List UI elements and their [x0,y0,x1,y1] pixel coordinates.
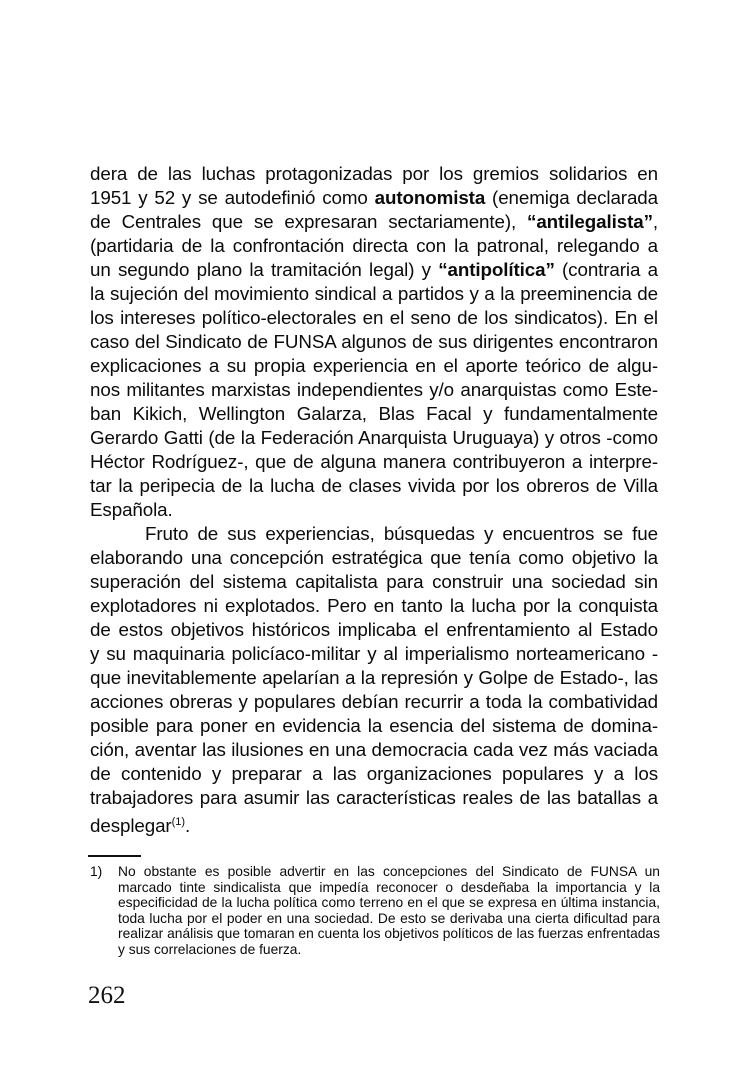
text-line [90,330,658,354]
text-line [90,210,658,234]
text-run: desplegar [90,815,172,836]
text-run: de Centrales que se expresaran sectariamente), [90,211,528,232]
bold-emphasis: autonomista [374,187,486,208]
text-run: superación del sistema capitalista para construir una sociedad sin [90,571,658,592]
text-run: de estos objetivos históricos implicaba el enfrentamiento al Estado [90,619,658,640]
text-run: Gerardo Gatti (de la Federación Anarquista Uruguaya) y otros -como [90,427,658,448]
footnote-marker: 1) [90,864,103,879]
text-line [90,474,658,498]
text-line [90,450,658,474]
bold-emphasis: “antipolítica” [438,259,555,280]
text-line [90,570,658,594]
text-line [90,738,658,762]
text-line [90,714,658,738]
footnote-line: realizar análisis que tomaran en cuenta los objetivos políticos de las fuerzas enfrentadas [118,926,660,941]
text-line [90,594,658,618]
footnote-line: y sus correlaciones de fuerza. [118,941,302,957]
body-text [90,162,658,838]
text-run: elaborando una concepción estratégica que tenía como objetivo la [90,547,658,568]
text-run: explotadores ni explotados. Pero en tanto la lucha por la conquista [90,595,658,616]
text-line [90,810,658,838]
text-run: dera de las luchas protagonizadas por los gremios solidarios en [90,163,658,184]
text-line [90,618,658,642]
text-run: acciones obreras y populares debían recurrir a toda la combatividad [90,691,658,712]
footnote-text [118,864,660,957]
text-line [90,378,658,402]
text-run: caso del Sindicato de FUNSA algunos de sus dirigentes encontraron [90,331,658,352]
text-run: los intereses político-electorales en el seno de los sindicatos). En el [90,307,658,328]
text-line [90,498,658,522]
text-run: de contenido y preparar a las organizaciones populares y a los [90,763,658,784]
text-run: (partidaria de la confrontación directa con la patronal, relegando a [90,235,658,256]
text-line [90,522,658,546]
page-number: 262 [88,982,126,1009]
footnote-line: toda lucha por el poder en una sociedad. De esto se derivaba una cierta dificultad para [118,910,660,926]
text-line [90,666,658,690]
text-run: Fruto de sus experiencias, búsquedas y encuentros se fue [145,523,658,544]
bold-emphasis: “antilegalista” [527,211,653,232]
text-line [90,306,658,330]
footnote-line: No obstante es posible advertir en las concepciones del Sindicato de FUNSA un [118,864,660,879]
text-line [90,642,658,666]
text-line [90,282,658,306]
footnote-line: marcado tinte sindicalista que impedía reconocer o desdeñaba la importancia y la [118,879,660,895]
text-run: posible para poner en evidencia la esencia del sistema de domina- [90,715,658,736]
text-run: Española. [90,499,173,520]
text-line [90,234,658,258]
text-line [90,762,658,786]
text-line [90,690,658,714]
text-line [90,546,658,570]
text-run: que inevitablemente apelarían a la represión y Golpe de Estado-, las [90,667,658,688]
footnote-reference: (1) [171,816,186,828]
text-line [90,186,658,210]
text-line [90,354,658,378]
text-run: . [185,815,191,836]
text-run: nos militantes marxistas independientes y/o anarquistas como Este- [90,379,658,400]
footnote-separator [88,855,141,857]
footnote-line: especificidad de la lucha política como terreno en el que se expresa en última instancia, [118,895,660,910]
text-line [90,258,658,282]
text-run: (contraria a [554,259,658,280]
footnote [90,864,660,957]
text-run: y su maquinaria policíaco-militar y al imperialismo norteamericano - [90,643,658,664]
text-run: tar la peripecia de la lucha de clases vivida por los obreros de Villa [90,475,658,496]
text-run: , [652,211,658,232]
text-run: ción, aventar las ilusiones en una democracia cada vez más vaciada [90,739,658,760]
text-run: la sujeción del movimiento sindical a partidos y a la preeminencia de [90,283,658,304]
text-run: un segundo plano la tramitación legal) y [90,259,439,280]
text-line [90,786,658,810]
text-run: ban Kikich, Wellington Galarza, Blas Facal y fundamentalmente [90,403,658,424]
text-run: explicaciones a su propia experiencia en el aporte teórico de algu- [90,355,658,376]
text-run: trabajadores para asumir las características reales de las batallas a [90,787,658,808]
text-run: (enemiga declarada [485,187,658,208]
text-line [90,426,658,450]
text-line [90,162,658,186]
text-run: Héctor Rodríguez-, que de alguna manera contribuyeron a interpre- [90,451,658,472]
text-run: 1951 y 52 y se autodefinió como [90,187,375,208]
text-line [90,402,658,426]
